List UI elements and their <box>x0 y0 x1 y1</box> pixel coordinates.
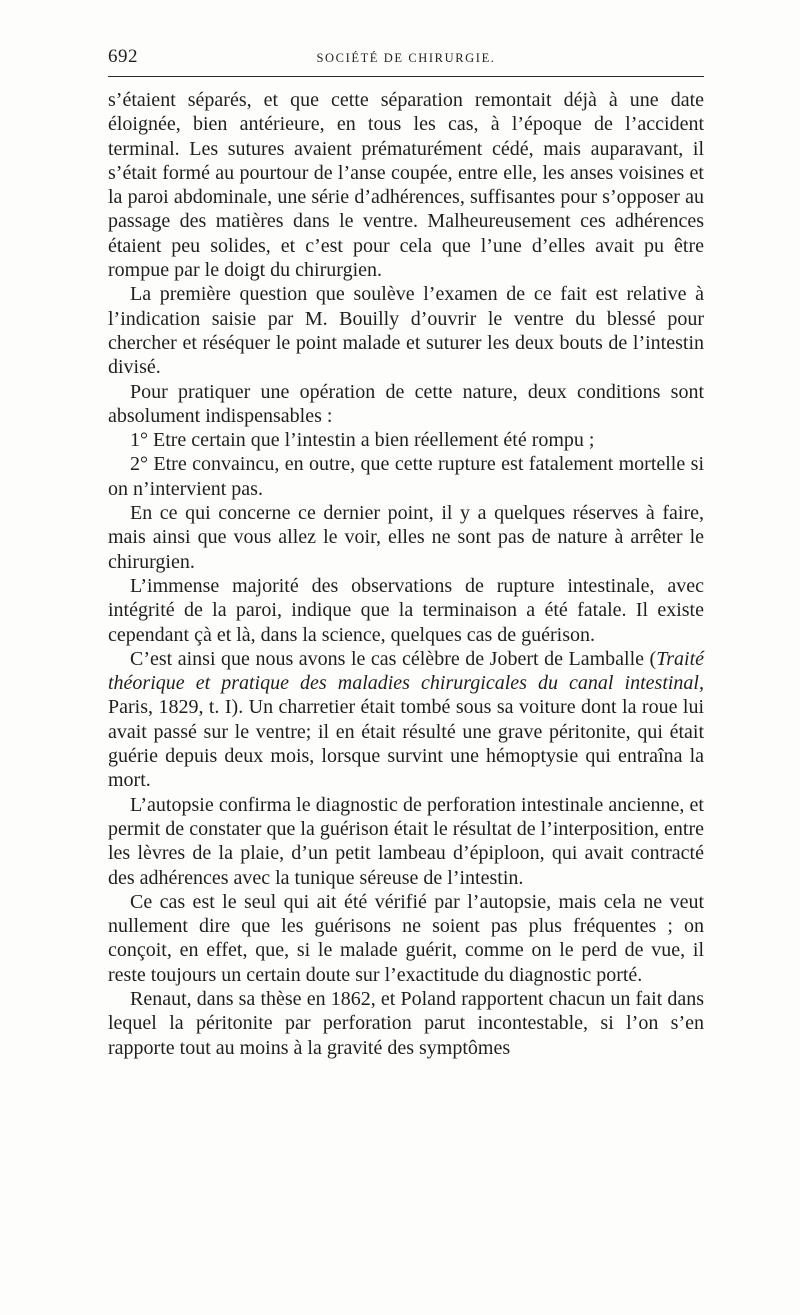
paragraph: Ce cas est le seul qui ait été vérifié par l’autopsie, mais cela ne veut nullement dire que les guérisons ne soient pas plus fréquentes ; on conçoit, en effet, que, si le malade guérit, comme on le perd de vue, il reste toujours un certain doute sur l’exactitude du diagnostic porté. <box>108 890 704 986</box>
list-item: 1° Etre certain que l’intestin a bien réellement été rompu ; <box>130 429 595 452</box>
paragraph: L’autopsie confirma le diagnostic de perforation intestinale ancienne, et permit de constater que la guérison était le résultat de l’interposition, entre les lèvres de la plaie, d’un petit lambeau d’épiploon, qui avait contracté des adhérences avec la tunique séreuse de l’intestin. <box>108 793 704 889</box>
paragraph: En ce qui concerne ce dernier point, il y a quelques réserves à faire, mais ainsi que vous allez le voir, elles ne sont pas de nature à arrêter le chirurgien. <box>108 502 704 573</box>
page-number: 692 <box>108 46 138 67</box>
running-head: SOCIÉTÉ DE CHIRURGIE. <box>316 51 496 65</box>
citation-title: Traité théorique et pratique des maladies chirurgicales du canal intestinal, <box>108 647 704 695</box>
paragraph: Renaut, dans sa thèse en 1862, et Poland rapportent chacun un fait dans lequel la péritonite par perforation parut incontestable, si l’on s’en rapporte tout au moins à la gravité des symptômes <box>108 987 704 1059</box>
header-rule <box>108 76 704 77</box>
paragraph: L’immense majorité des observations de rupture intestinale, avec intégrité de la paroi, indique que la terminaison a été fatale. Il existe cependant çà et là, dans la science, quelques cas de guérison. <box>108 574 704 646</box>
paragraph: La première question que soulève l’examen de ce fait est relative à l’indication saisie par M. Bouilly d’ouvrir le ventre du blessé pour chercher et réséquer le point malade et suturer les deux bouts de l’intestin divisé. <box>108 283 704 379</box>
list-item: 2° Etre convaincu, en outre, que cette rupture est fatalement mortelle si on n’intervient pas. <box>108 453 704 500</box>
page-header <box>108 46 704 72</box>
paragraph: s’étaient séparés, et que cette séparation remontait déjà à une date éloignée, bien antérieure, en tous les cas, à l’époque de l’accident terminal. Les sutures avaient prématurément cédé, mais auparavant, il s’était formé au pourtour de l’anse coupée, entre elle, les anses voisines et la paroi abdominale, une série d’adhérences, suffisantes pour s’opposer au passage des matières dans le ventre. Malheureusement ces adhérences étaient peu solides, et c’est pour cela que l’une d’elles avait pu être rompue par le doigt du chirurgien. <box>108 89 704 282</box>
citation-trailing-text: Paris, 1829, t. I). Un charretier était tombé sous sa voiture dont la roue lui avait passé sur le ventre; il en était résulté une grave péritonite, qui était guérie depuis deux mois, lorsque survint une hémoptysie qui entraîna la mort. <box>108 696 704 792</box>
body-text <box>108 88 704 1060</box>
paragraph-with-citation <box>108 647 704 793</box>
paragraph: Pour pratiquer une opération de cette nature, deux conditions sont absolument indispensables : <box>108 380 704 427</box>
citation-lead-text: C’est ainsi que nous avons le cas célèbre de Jobert de Lamballe ( <box>130 647 657 670</box>
